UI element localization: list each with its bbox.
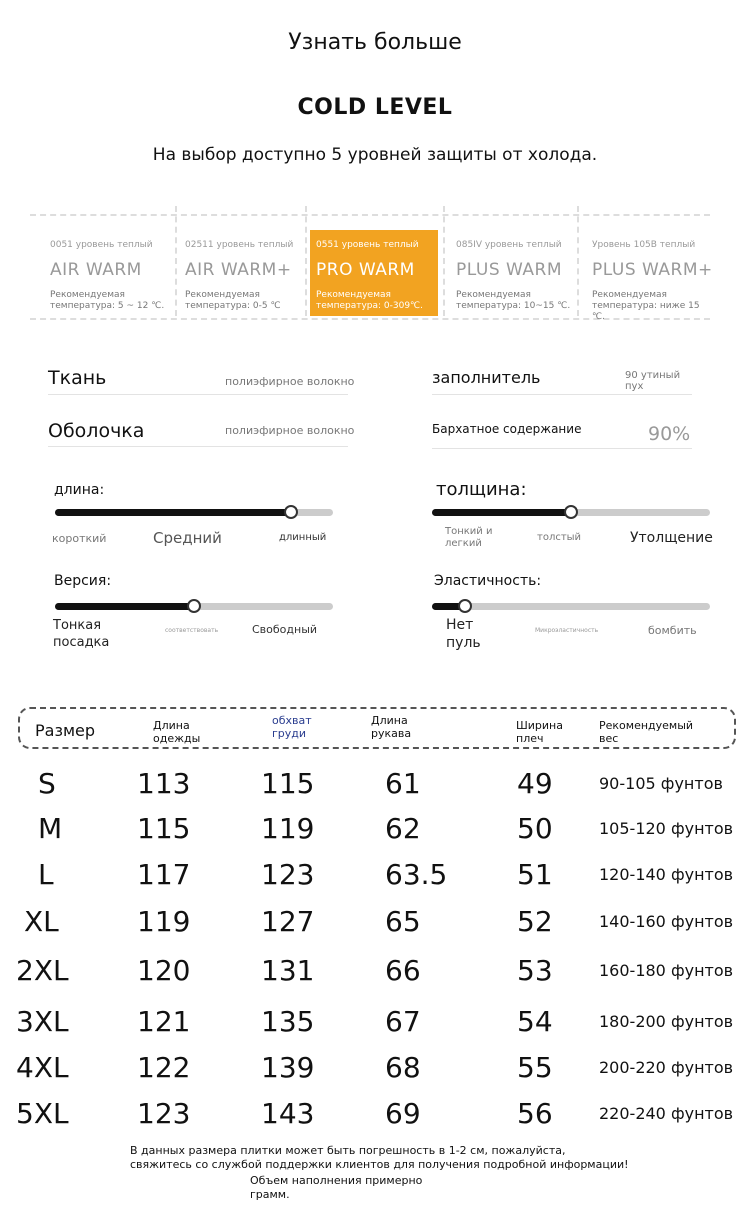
level-code: 085IV уровень теплый <box>456 240 562 250</box>
weight-cell: 180-200 фунтов <box>599 1012 734 1031</box>
chest-cell: 135 <box>261 1005 315 1038</box>
filler-label: заполнитель <box>432 368 541 387</box>
chest-cell: 127 <box>261 905 315 938</box>
weight-cell: 90-105 фунтов <box>599 774 723 793</box>
length-cell: 123 <box>137 1097 191 1130</box>
length-tick-short: короткий <box>52 532 107 545</box>
sleeve-cell: 63.5 <box>385 858 448 891</box>
level-desc: Рекомендуемая температура: ниже 15 ℃. <box>592 290 700 322</box>
header-size: Размер <box>35 721 96 740</box>
thickness-tick-thin: Тонкий и легкий <box>445 526 493 549</box>
length-fill <box>55 509 291 516</box>
shoulder-cell: 54 <box>517 1005 553 1038</box>
elasticity-tick-none: Нет пуль <box>446 617 481 651</box>
thickness-label: толщина: <box>436 479 527 500</box>
header-sleeve: Длина рукава <box>371 714 412 740</box>
level-pro-warm <box>310 230 438 316</box>
version-label: Версия: <box>54 573 112 589</box>
length-cell: 115 <box>137 812 191 845</box>
fill-note: Объем наполнения примерно грамм. <box>250 1174 423 1201</box>
elasticity-knob <box>458 599 472 613</box>
chest-cell: 115 <box>261 767 315 800</box>
level-desc: Рекомендуемая температура: 10~15 ℃. <box>456 290 571 311</box>
weight-cell: 105-120 фунтов <box>599 819 734 838</box>
size-cell: 5XL <box>16 1097 69 1130</box>
version-knob <box>187 599 201 613</box>
length-tick-medium: Средний <box>153 529 222 547</box>
size-cell: 4XL <box>16 1051 69 1084</box>
level-desc: Рекомендуемая температура: 5 ~ 12 ℃. <box>50 290 165 311</box>
level-code: 0551 уровень теплый <box>316 240 419 250</box>
warmth-levels <box>30 206 713 326</box>
divider <box>30 214 710 216</box>
shoulder-cell: 56 <box>517 1097 553 1130</box>
size-note: В данных размера плитки может быть погрешность в 1-2 см, пожалуйста, свяжитесь со службой поддержки клиентов для получения подробной информации! <box>130 1144 629 1171</box>
level-air-warm-plus <box>179 230 307 316</box>
thickness-slider <box>432 509 710 516</box>
elasticity-label: Эластичность: <box>434 573 542 589</box>
shoulder-cell: 52 <box>517 905 553 938</box>
level-name: PRO WARM <box>316 260 415 280</box>
sleeve-cell: 67 <box>385 1005 421 1038</box>
size-cell: 2XL <box>16 954 69 987</box>
page-title: Узнать больше <box>288 30 462 55</box>
size-cell: 3XL <box>16 1005 69 1038</box>
velvet-value: 90% <box>648 423 691 445</box>
divider <box>432 448 692 449</box>
sleeve-cell: 65 <box>385 905 421 938</box>
divider <box>432 394 692 395</box>
weight-cell: 200-220 фунтов <box>599 1058 734 1077</box>
level-plus-warm <box>450 230 575 316</box>
fabric-label: Ткань <box>48 367 107 389</box>
length-cell: 119 <box>137 905 191 938</box>
level-name: PLUS WARM+ <box>592 260 713 280</box>
cold-level-subtitle: На выбор доступно 5 уровней защиты от холода. <box>152 145 598 165</box>
level-name: AIR WARM+ <box>185 260 292 280</box>
shoulder-cell: 55 <box>517 1051 553 1084</box>
level-code: 0051 уровень теплый <box>50 240 153 250</box>
version-tick-regular: соответствовать <box>165 627 219 634</box>
header-length: Длина одежды <box>153 719 201 745</box>
divider <box>577 206 579 316</box>
shoulder-cell: 50 <box>517 812 553 845</box>
level-desc: Рекомендуемая температура: 0-309℃. <box>316 290 424 311</box>
length-cell: 120 <box>137 954 191 987</box>
length-cell: 122 <box>137 1051 191 1084</box>
level-plus-warm-plus <box>586 230 713 322</box>
length-knob <box>284 505 298 519</box>
elasticity-tick-bomb: бомбить <box>648 624 697 637</box>
size-cell: XL <box>24 905 59 938</box>
length-label: длина: <box>54 482 105 498</box>
level-code: Уровень 105В теплый <box>592 240 696 250</box>
thickness-knob <box>564 505 578 519</box>
chest-cell: 139 <box>261 1051 315 1084</box>
chest-cell: 119 <box>261 812 315 845</box>
divider <box>175 206 177 316</box>
header-chest: обхват груди <box>272 714 312 740</box>
fabric-value: полиэфирное волокно <box>225 375 355 388</box>
velvet-label: Бархатное содержание <box>432 422 582 436</box>
level-air-warm <box>44 230 172 316</box>
length-cell: 117 <box>137 858 191 891</box>
version-tick-loose: Свободный <box>252 623 318 636</box>
sleeve-cell: 61 <box>385 767 421 800</box>
length-slider <box>55 509 333 516</box>
version-fill <box>55 603 194 610</box>
header-shoulder: Ширина плеч <box>516 719 563 745</box>
sleeve-cell: 62 <box>385 812 421 845</box>
version-tick-slim: Тонкая посадка <box>53 618 110 650</box>
weight-cell: 140-160 фунтов <box>599 912 734 931</box>
size-cell: S <box>38 767 56 800</box>
chest-cell: 131 <box>261 954 315 987</box>
weight-cell: 120-140 фунтов <box>599 865 734 884</box>
thickness-tick-thick: толстый <box>537 532 582 543</box>
shoulder-cell: 53 <box>517 954 553 987</box>
weight-cell: 220-240 фунтов <box>599 1104 734 1123</box>
level-name: PLUS WARM <box>456 260 563 280</box>
length-cell: 113 <box>137 767 191 800</box>
elasticity-slider <box>432 603 710 610</box>
size-cell: L <box>38 858 54 891</box>
filler-value: 90 утиный пух <box>625 370 681 392</box>
chest-cell: 143 <box>261 1097 315 1130</box>
thickness-tick-thickened: Утолщение <box>630 530 713 546</box>
sleeve-cell: 68 <box>385 1051 421 1084</box>
shoulder-cell: 49 <box>517 767 553 800</box>
thickness-fill <box>432 509 571 516</box>
level-name: AIR WARM <box>50 260 142 280</box>
shell-value: полиэфирное волокно <box>225 424 355 437</box>
level-desc: Рекомендуемая температура: 0-5 ℃ <box>185 290 281 311</box>
header-weight: Рекомендуемый вес <box>599 719 694 745</box>
shoulder-cell: 51 <box>517 858 553 891</box>
length-cell: 121 <box>137 1005 191 1038</box>
cold-level-heading: COLD LEVEL <box>297 95 453 120</box>
divider <box>443 206 445 316</box>
length-tick-long: длинный <box>279 532 327 543</box>
size-cell: M <box>38 812 63 845</box>
weight-cell: 160-180 фунтов <box>599 961 734 980</box>
elasticity-tick-micro: Микроэластичность <box>535 627 599 634</box>
sleeve-cell: 69 <box>385 1097 421 1130</box>
divider <box>48 446 348 447</box>
chest-cell: 123 <box>261 858 315 891</box>
divider <box>48 394 348 395</box>
version-slider <box>55 603 333 610</box>
shell-label: Оболочка <box>48 420 145 442</box>
level-code: 02511 уровень теплый <box>185 240 294 250</box>
sleeve-cell: 66 <box>385 954 421 987</box>
